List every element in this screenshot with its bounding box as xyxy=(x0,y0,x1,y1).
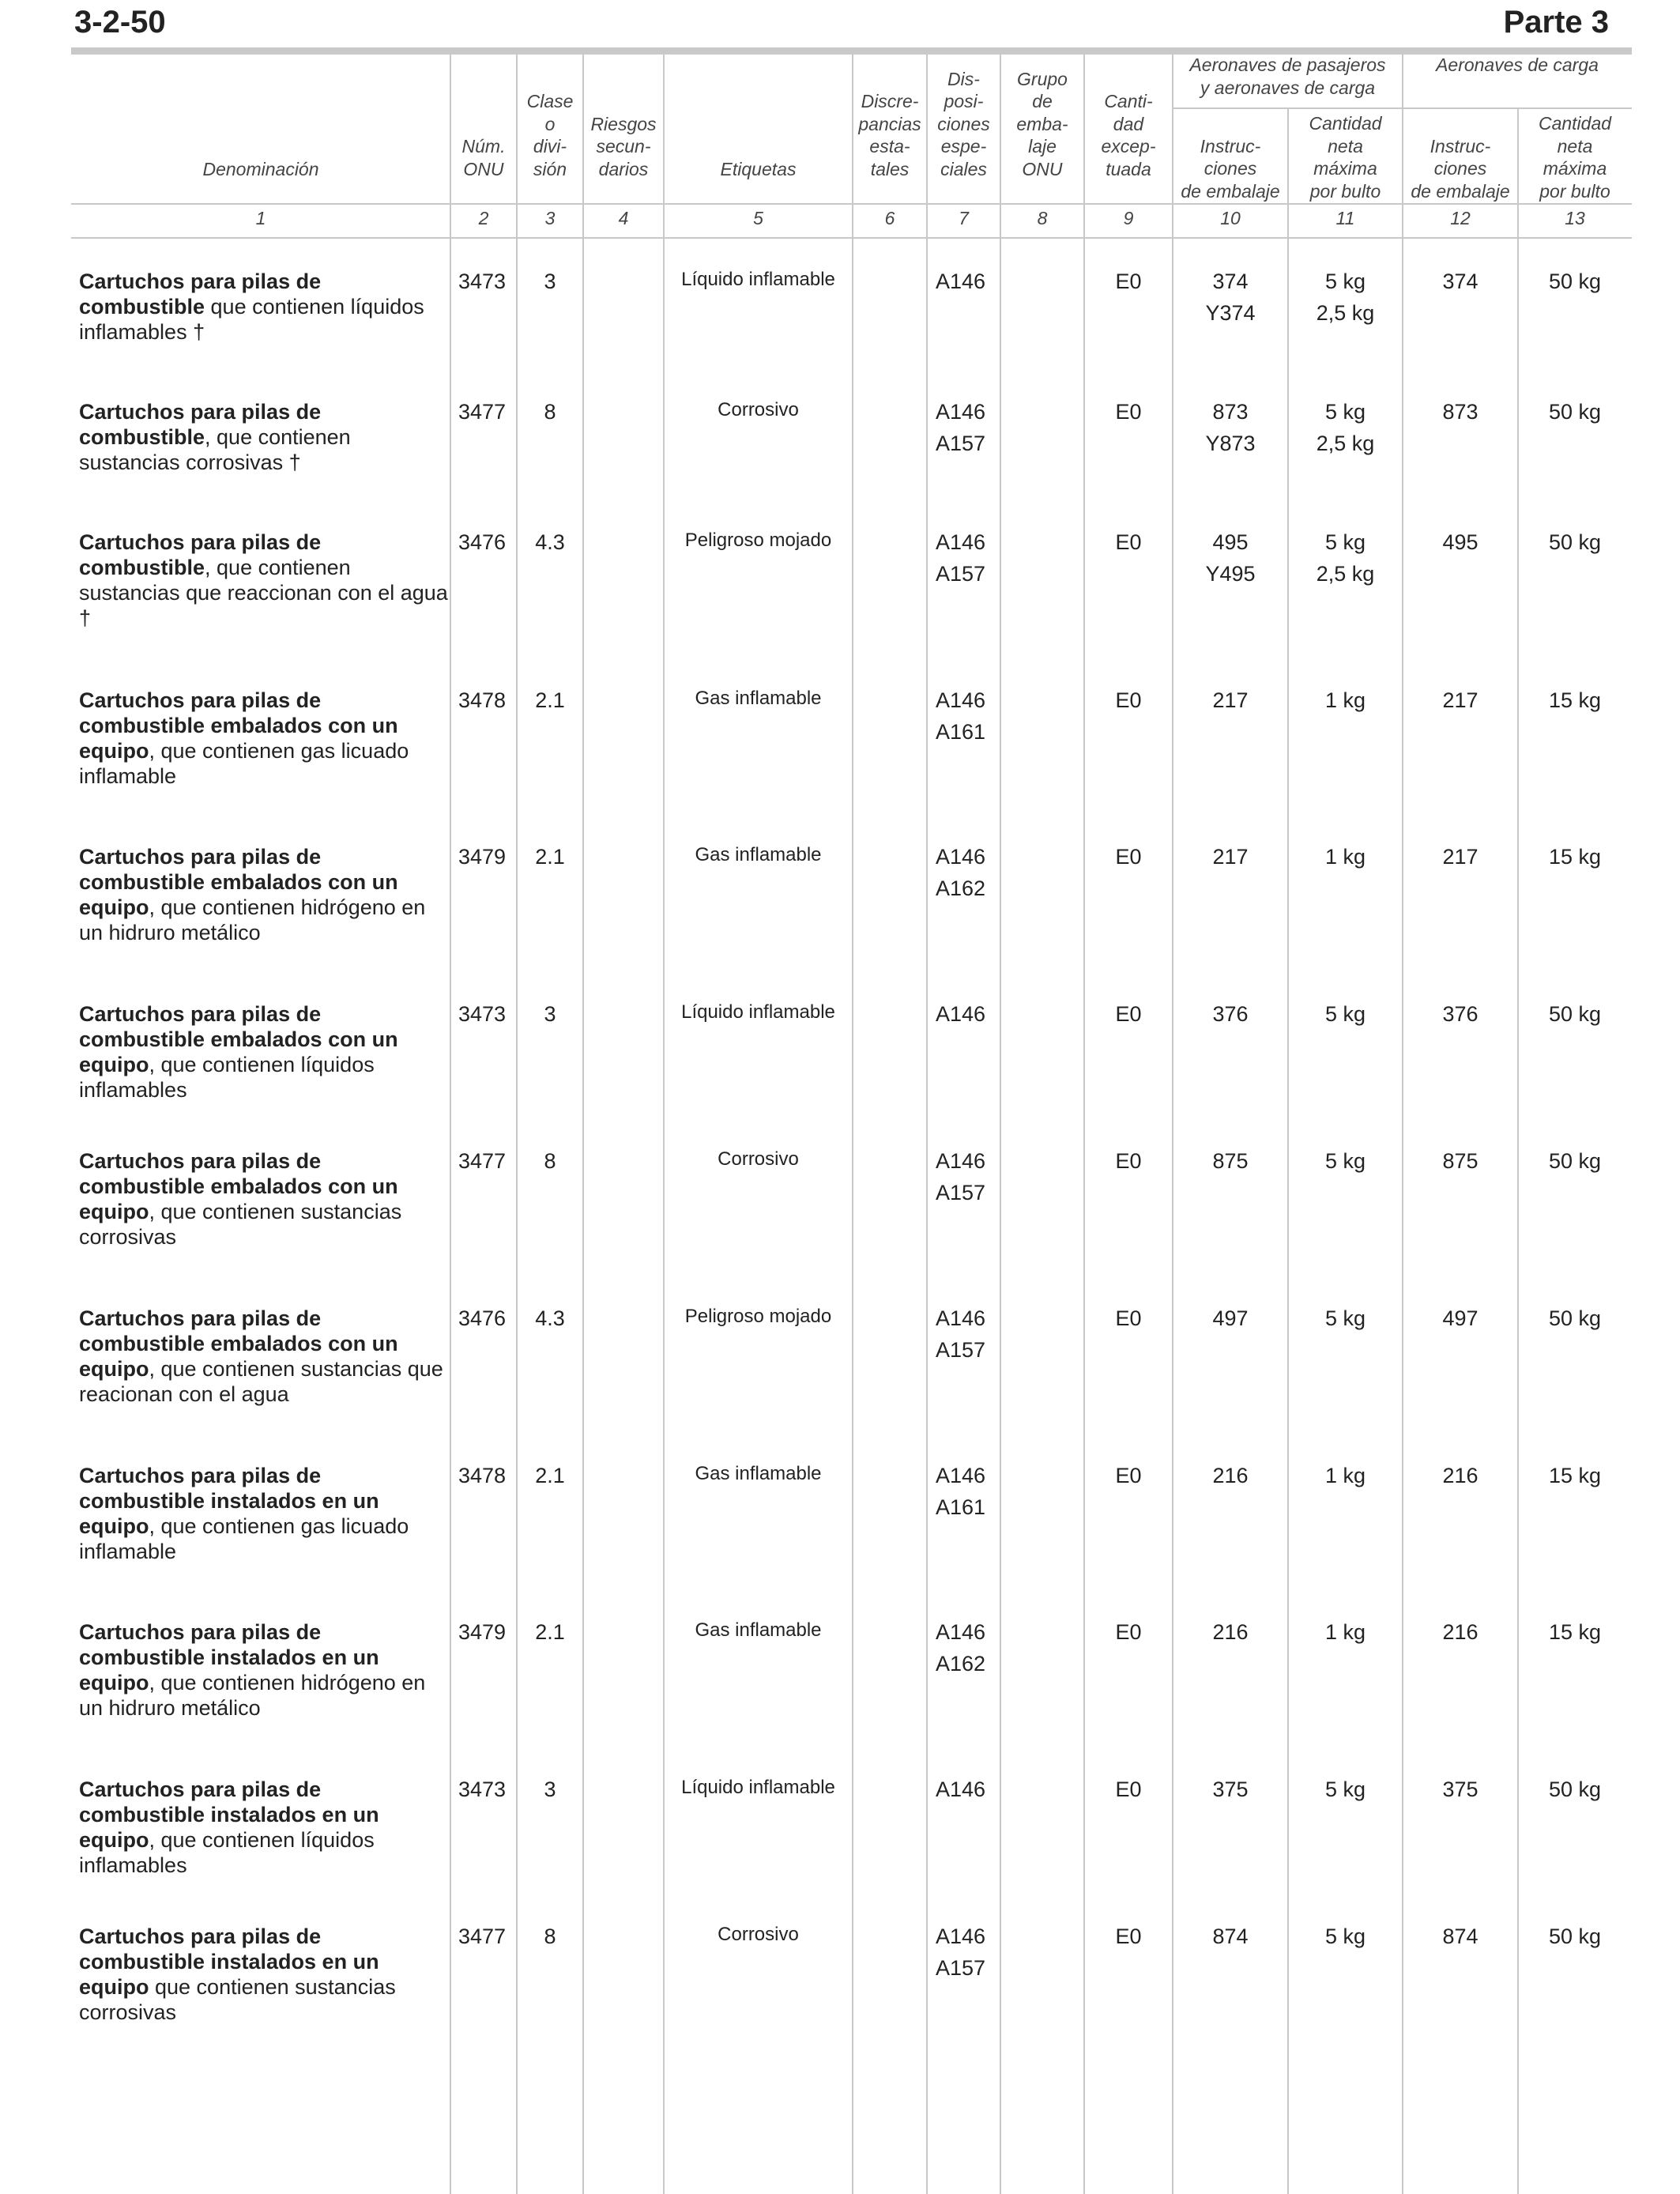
label-text: Líquido inflamable xyxy=(681,1001,835,1023)
substance-name-bold: Cartuchos para pilas de combustible instalados en un equipo xyxy=(79,1777,379,1852)
substance-name-rest: que contienen líquidos inflamables † xyxy=(79,295,424,344)
packing-instruction-cargo: 497 xyxy=(1442,1306,1478,1330)
max-quantity-passenger-item: 1 kg xyxy=(1324,845,1366,869)
substance-name xyxy=(79,1619,450,1721)
page-number: 3-2-50 xyxy=(74,5,166,40)
max-quantity-passenger xyxy=(1288,266,1403,329)
class-division: 2.1 xyxy=(535,688,565,712)
max-quantity-passenger-item: 1 kg xyxy=(1324,688,1366,712)
packing-instruction-passenger xyxy=(1173,841,1288,873)
column-number: 7 xyxy=(959,208,969,228)
label-text: Líquido inflamable xyxy=(681,269,835,290)
class-division: 2.1 xyxy=(535,1620,565,1644)
substance-name xyxy=(79,530,450,631)
max-quantity-cargo: 50 kg xyxy=(1548,1924,1602,1948)
column-divider xyxy=(926,55,928,2194)
packing-instruction-passenger-item: 376 xyxy=(1212,1002,1249,1026)
special-provisions xyxy=(936,1921,1000,1984)
packing-instruction-cargo: 217 xyxy=(1442,688,1478,712)
special-provisions xyxy=(936,1616,1000,1679)
header-line: de embalaje xyxy=(1411,180,1510,202)
special-provision-item: A146 xyxy=(936,845,986,869)
max-quantity-passenger-item: 5 kg xyxy=(1324,1924,1366,1948)
substance-name xyxy=(79,1924,450,2025)
header-line: laje xyxy=(1028,136,1057,156)
substance-name xyxy=(79,1306,450,1407)
substance-name-bold: Cartuchos para pilas de combustible embalados con un equipo xyxy=(79,688,398,763)
substance-name-rest: , que contienen gas licuado inflamable xyxy=(79,739,409,788)
max-quantity-passenger-item: 5 kg xyxy=(1324,1149,1366,1173)
packing-instruction-cargo: 375 xyxy=(1442,1777,1478,1801)
un-number: 3478 xyxy=(458,1464,507,1487)
packing-instruction-passenger-item: 374 xyxy=(1212,270,1249,293)
header-line: o xyxy=(544,113,556,134)
header-num-onu-text xyxy=(462,135,506,180)
header-etiquetas-text: Etiquetas xyxy=(720,158,797,179)
max-quantity-cargo: 50 kg xyxy=(1548,1306,1602,1330)
header-line: por bulto xyxy=(1539,180,1610,202)
special-provision-item: A146 xyxy=(936,1306,986,1330)
header-disposiciones-text xyxy=(937,68,989,181)
max-quantity-passenger-item: 1 kg xyxy=(1324,1620,1366,1644)
header-line: Riesgos xyxy=(590,113,657,134)
packing-instruction-passenger xyxy=(1173,526,1288,590)
header-line: máxima xyxy=(1543,158,1607,179)
header-line: y aeronaves de carga xyxy=(1200,77,1376,98)
header-disposiciones xyxy=(927,55,1000,180)
header-line: Canti- xyxy=(1104,91,1153,111)
header-grupo xyxy=(1000,55,1084,180)
header-line: Instruc- xyxy=(1430,135,1491,156)
excepted-quantity: E0 xyxy=(1115,530,1142,554)
header-cantidad-cargo-text xyxy=(1539,112,1611,202)
header-line: Discre- xyxy=(861,91,919,111)
packing-instruction-passenger-item: 216 xyxy=(1212,1620,1249,1644)
header-discrepancias xyxy=(853,55,927,180)
header-line: tales xyxy=(870,158,910,179)
max-quantity-passenger-item: 2,5 kg xyxy=(1316,432,1375,455)
column-divider xyxy=(582,55,584,2194)
max-quantity-cargo: 50 kg xyxy=(1548,400,1602,424)
header-riesgos-text xyxy=(590,113,656,181)
max-quantity-passenger xyxy=(1288,684,1403,716)
column-divider xyxy=(1517,55,1519,2194)
class-division: 8 xyxy=(544,1924,556,1948)
substance-name xyxy=(79,1001,450,1103)
packing-instruction-passenger-item: 875 xyxy=(1212,1149,1249,1173)
header-clase-text xyxy=(527,90,574,180)
special-provisions xyxy=(936,1460,1000,1523)
header-riesgos xyxy=(583,55,664,180)
max-quantity-cargo: 15 kg xyxy=(1548,1620,1602,1644)
special-provision-item: A146 xyxy=(936,688,986,712)
column-number: 9 xyxy=(1123,208,1134,228)
column-divider xyxy=(1000,55,1001,2194)
packing-instruction-passenger xyxy=(1173,1145,1288,1177)
packing-instruction-passenger xyxy=(1173,1616,1288,1648)
excepted-quantity: E0 xyxy=(1115,400,1142,424)
max-quantity-passenger xyxy=(1288,841,1403,873)
special-provision-item: A146 xyxy=(936,1149,986,1173)
label-text: Líquido inflamable xyxy=(681,1777,835,1798)
header-discrepancias-text xyxy=(858,90,921,180)
max-quantity-passenger xyxy=(1288,526,1403,590)
header-line: dad xyxy=(1113,113,1144,134)
header-line: tuada xyxy=(1106,158,1151,179)
un-number: 3476 xyxy=(458,1306,507,1330)
header-instrucciones-cargo xyxy=(1403,111,1518,202)
excepted-quantity: E0 xyxy=(1115,1149,1142,1173)
special-provision-item: A162 xyxy=(936,876,986,900)
max-quantity-passenger-item: 1 kg xyxy=(1324,1464,1366,1487)
special-provision-item: A157 xyxy=(936,1181,986,1204)
substance-name-bold: Cartuchos para pilas de combustible xyxy=(79,270,322,319)
substance-name-rest: , que contienen sustancias que reaccionan con el agua † xyxy=(79,556,448,630)
substance-name-rest: , que contienen sustancias corrosivas xyxy=(79,1200,402,1249)
special-provision-item: A146 xyxy=(936,530,986,554)
special-provisions xyxy=(936,396,1000,459)
substance-name-rest: , que contienen gas licuado inflamable xyxy=(79,1514,409,1563)
packing-instruction-passenger-item: 217 xyxy=(1212,688,1249,712)
substance-name xyxy=(79,269,450,345)
special-provision-item: A161 xyxy=(936,1495,986,1519)
un-number: 3478 xyxy=(458,688,507,712)
substance-name-rest: , que contienen hidrógeno en un hidruro metálico xyxy=(79,895,426,944)
header-denominacion xyxy=(71,55,450,180)
un-number: 3477 xyxy=(458,400,507,424)
max-quantity-passenger xyxy=(1288,1145,1403,1177)
packing-instruction-passenger xyxy=(1173,1460,1288,1491)
max-quantity-passenger-item: 5 kg xyxy=(1324,400,1366,424)
special-provision-item: A157 xyxy=(936,1338,986,1362)
max-quantity-passenger-item: 2,5 kg xyxy=(1316,301,1375,325)
column-number: 2 xyxy=(478,208,489,228)
substance-name xyxy=(79,1148,450,1250)
un-number: 3479 xyxy=(458,1620,507,1644)
excepted-quantity: E0 xyxy=(1115,1924,1142,1948)
label-text: Corrosivo xyxy=(718,1148,799,1170)
header-cantidad-pax xyxy=(1288,111,1403,202)
substance-name xyxy=(79,844,450,945)
column-divider xyxy=(1287,55,1289,2194)
class-division: 3 xyxy=(544,270,556,293)
packing-instruction-cargo: 374 xyxy=(1442,270,1478,293)
special-provisions xyxy=(936,998,1000,1030)
header-etiquetas xyxy=(664,55,853,180)
special-provision-item: A146 xyxy=(936,1464,986,1487)
header-line: Cantidad xyxy=(1309,113,1382,134)
header-denominacion-text: Denominación xyxy=(202,158,319,179)
class-division: 4.3 xyxy=(535,1306,565,1330)
header-cantidad-exceptuada xyxy=(1084,55,1173,180)
substance-name xyxy=(79,399,450,475)
substance-name-bold: Cartuchos para pilas de combustible embalados con un equipo xyxy=(79,845,398,919)
substance-name-rest: , que contienen sustancias corrosivas † xyxy=(79,425,351,474)
header-pasajeros-group xyxy=(1173,54,1403,101)
excepted-quantity: E0 xyxy=(1115,845,1142,869)
class-division: 2.1 xyxy=(535,845,565,869)
label-text: Gas inflamable xyxy=(695,688,822,709)
packing-instruction-passenger xyxy=(1173,396,1288,459)
column-number: 11 xyxy=(1335,208,1355,228)
header-line: excep- xyxy=(1101,136,1156,156)
packing-instruction-passenger-item: 873 xyxy=(1212,400,1249,424)
packing-instruction-passenger-item: Y374 xyxy=(1205,301,1256,325)
label-text: Peligroso mojado xyxy=(684,1306,832,1327)
header-line: Cantidad xyxy=(1538,113,1612,134)
column-divider xyxy=(663,55,665,2194)
header-line: de embalaje xyxy=(1181,180,1280,202)
packing-instruction-passenger-item: 497 xyxy=(1212,1306,1249,1330)
column-divider xyxy=(1083,55,1085,2194)
special-provision-item: A157 xyxy=(936,562,986,586)
header-line: máxima xyxy=(1313,158,1377,179)
packing-instruction-passenger xyxy=(1173,1302,1288,1334)
max-quantity-cargo: 50 kg xyxy=(1548,270,1602,293)
header-line: Grupo xyxy=(1017,68,1068,89)
packing-instruction-cargo: 874 xyxy=(1442,1924,1478,1948)
max-quantity-passenger-item: 5 kg xyxy=(1324,1306,1366,1330)
header-instrucciones-pax-text xyxy=(1181,135,1279,203)
substance-name-rest: , que contienen líquidos inflamables xyxy=(79,1053,375,1102)
packing-instruction-passenger xyxy=(1173,1774,1288,1805)
substance-name-bold: Cartuchos para pilas de combustible instalados en un equipo xyxy=(79,1464,379,1538)
class-division: 4.3 xyxy=(535,530,565,554)
substance-name-bold: Cartuchos para pilas de combustible instalados en un equipo xyxy=(79,1924,379,1999)
header-line: de xyxy=(1032,91,1053,111)
class-division: 8 xyxy=(544,400,556,424)
header-line: ciones xyxy=(937,113,990,134)
header-line: Dis- xyxy=(947,68,980,89)
max-quantity-passenger xyxy=(1288,1774,1403,1805)
special-provision-item: A157 xyxy=(936,1956,986,1980)
max-quantity-passenger-item: 5 kg xyxy=(1324,530,1366,554)
label-text: Corrosivo xyxy=(718,399,799,420)
substance-name-bold: Cartuchos para pilas de combustible xyxy=(79,400,322,449)
max-quantity-passenger xyxy=(1288,1302,1403,1334)
packing-instruction-passenger xyxy=(1173,684,1288,716)
header-bottom-rule xyxy=(71,203,1632,205)
header-cantidad-cargo xyxy=(1518,111,1632,202)
special-provision-item: A162 xyxy=(936,1652,986,1676)
header-line: Instruc- xyxy=(1200,135,1261,156)
class-division: 2.1 xyxy=(535,1464,565,1487)
special-provisions xyxy=(936,684,1000,748)
header-num-onu xyxy=(450,55,517,180)
excepted-quantity: E0 xyxy=(1115,688,1142,712)
un-number: 3477 xyxy=(458,1924,507,1948)
special-provisions xyxy=(936,841,1000,904)
max-quantity-passenger-item: 5 kg xyxy=(1324,1777,1366,1801)
un-number: 3476 xyxy=(458,530,507,554)
substance-name-rest: que contienen sustancias corrosivas xyxy=(79,1975,396,2024)
special-provisions xyxy=(936,1145,1000,1208)
excepted-quantity: E0 xyxy=(1115,1002,1142,1026)
special-provision-item: A146 xyxy=(936,270,986,293)
max-quantity-cargo: 50 kg xyxy=(1548,1002,1602,1026)
max-quantity-passenger xyxy=(1288,1460,1403,1491)
label-text: Gas inflamable xyxy=(695,1619,822,1641)
un-number: 3473 xyxy=(458,1002,507,1026)
substance-name-bold: Cartuchos para pilas de combustible xyxy=(79,530,322,579)
column-divider xyxy=(1172,55,1173,2194)
substance-name-bold: Cartuchos para pilas de combustible embalados con un equipo xyxy=(79,1306,398,1381)
packing-instruction-passenger-item: 216 xyxy=(1212,1464,1249,1487)
header-line: ciones xyxy=(1203,158,1257,179)
header-line: neta xyxy=(1328,135,1363,156)
column-divider xyxy=(852,55,853,2194)
packing-instruction-passenger-item: Y873 xyxy=(1205,432,1256,455)
packing-instruction-cargo: 217 xyxy=(1442,845,1478,869)
column-number: 12 xyxy=(1450,208,1471,228)
special-provision-item: A146 xyxy=(936,1924,986,1948)
packing-instruction-passenger-item: 217 xyxy=(1212,845,1249,869)
max-quantity-cargo: 50 kg xyxy=(1548,530,1602,554)
header-line: esta- xyxy=(869,136,910,156)
excepted-quantity: E0 xyxy=(1115,1777,1142,1801)
class-division: 8 xyxy=(544,1149,556,1173)
subheader-rule xyxy=(1403,107,1632,109)
header-instrucciones-cargo-text xyxy=(1411,135,1509,203)
packing-instruction-cargo: 495 xyxy=(1442,530,1478,554)
packing-instruction-passenger xyxy=(1173,998,1288,1030)
header-line: darios xyxy=(598,158,649,179)
max-quantity-passenger-item: 5 kg xyxy=(1324,1002,1366,1026)
header-grupo-text xyxy=(1016,68,1068,181)
class-division: 3 xyxy=(544,1777,556,1801)
header-cantidad-pax-text xyxy=(1309,112,1381,202)
label-text: Gas inflamable xyxy=(695,844,822,865)
packing-instruction-passenger-item: 495 xyxy=(1212,530,1249,554)
label-text: Corrosivo xyxy=(718,1924,799,1945)
column-number: 5 xyxy=(753,208,763,228)
special-provision-item: A146 xyxy=(936,1620,986,1644)
packing-instruction-cargo: 216 xyxy=(1442,1620,1478,1644)
packing-instruction-cargo: 875 xyxy=(1442,1149,1478,1173)
max-quantity-passenger xyxy=(1288,998,1403,1030)
header-clase xyxy=(517,55,583,180)
packing-instruction-passenger xyxy=(1173,266,1288,329)
special-provisions xyxy=(936,1774,1000,1805)
un-number: 3477 xyxy=(458,1149,507,1173)
max-quantity-passenger-item: 2,5 kg xyxy=(1316,562,1375,586)
header-line: por bulto xyxy=(1309,180,1381,202)
class-division: 3 xyxy=(544,1002,556,1026)
packing-instruction-cargo: 873 xyxy=(1442,400,1478,424)
column-number: 8 xyxy=(1037,208,1048,228)
packing-instruction-passenger xyxy=(1173,1921,1288,1952)
label-text: Peligroso mojado xyxy=(684,530,832,551)
packing-instruction-cargo: 376 xyxy=(1442,1002,1478,1026)
header-line: emba- xyxy=(1016,113,1068,134)
special-provision-item: A146 xyxy=(936,1777,986,1801)
special-provisions xyxy=(936,1302,1000,1366)
excepted-quantity: E0 xyxy=(1115,1306,1142,1330)
special-provisions xyxy=(936,526,1000,590)
max-quantity-passenger xyxy=(1288,1921,1403,1952)
column-number: 10 xyxy=(1220,208,1241,228)
header-line: secun- xyxy=(596,136,651,156)
packing-instruction-passenger-item: 375 xyxy=(1212,1777,1249,1801)
header-carga-group: Aeronaves de carga xyxy=(1436,55,1599,75)
substance-name-rest: , que contienen sustancias que reacionan con el agua xyxy=(79,1357,443,1406)
column-divider xyxy=(1402,55,1403,2194)
label-text: Gas inflamable xyxy=(695,1463,822,1484)
header-line: ONU xyxy=(1022,158,1063,179)
max-quantity-cargo: 15 kg xyxy=(1548,845,1602,869)
header-line: Núm. xyxy=(461,136,506,156)
column-number: 3 xyxy=(544,208,556,228)
header-line: ciales xyxy=(940,158,987,179)
packing-instruction-passenger-item: 874 xyxy=(1212,1924,1249,1948)
max-quantity-cargo: 50 kg xyxy=(1548,1149,1602,1173)
header-line: ciones xyxy=(1433,158,1487,179)
special-provision-item: A157 xyxy=(936,432,986,455)
substance-name-rest: , que contienen líquidos inflamables xyxy=(79,1828,375,1877)
substance-name-rest: , que contienen hidrógeno en un hidruro metálico xyxy=(79,1671,426,1720)
substance-name xyxy=(79,688,450,789)
header-line: neta xyxy=(1557,135,1593,156)
column-number-rule xyxy=(71,237,1632,239)
substance-name-bold: Cartuchos para pilas de combustible embalados con un equipo xyxy=(79,1149,398,1223)
column-divider xyxy=(516,55,518,2194)
packing-instruction-cargo: 216 xyxy=(1442,1464,1478,1487)
substance-name-bold: Cartuchos para pilas de combustible instalados en un equipo xyxy=(79,1620,379,1695)
header-line: sión xyxy=(533,158,567,179)
max-quantity-cargo: 15 kg xyxy=(1548,688,1602,712)
un-number: 3473 xyxy=(458,1777,507,1801)
max-quantity-cargo: 50 kg xyxy=(1548,1777,1602,1801)
special-provision-item: A146 xyxy=(936,1002,986,1026)
special-provisions xyxy=(936,266,1000,297)
un-number: 3473 xyxy=(458,270,507,293)
max-quantity-passenger xyxy=(1288,396,1403,459)
header-instrucciones-pax xyxy=(1173,111,1288,202)
part-title: Parte 3 xyxy=(1503,5,1609,40)
column-number: 6 xyxy=(884,208,895,228)
excepted-quantity: E0 xyxy=(1115,1464,1142,1487)
un-number: 3479 xyxy=(458,845,507,869)
header-line: Clase xyxy=(526,91,574,111)
substance-name xyxy=(79,1463,450,1564)
excepted-quantity: E0 xyxy=(1115,1620,1142,1644)
header-line: divi- xyxy=(533,136,567,156)
special-provision-item: A146 xyxy=(936,400,986,424)
column-number: 1 xyxy=(255,208,266,228)
special-provision-item: A161 xyxy=(936,720,986,744)
header-line: espe- xyxy=(940,136,987,156)
header-line: ONU xyxy=(463,158,504,179)
header-line: posi- xyxy=(944,91,984,111)
header-line: pancias xyxy=(858,113,921,134)
header-cantidad-exceptuada-text xyxy=(1101,90,1155,180)
max-quantity-passenger xyxy=(1288,1616,1403,1648)
packing-instruction-passenger-item: Y495 xyxy=(1205,562,1256,586)
substance-name xyxy=(79,1777,450,1878)
excepted-quantity: E0 xyxy=(1115,270,1142,293)
max-quantity-passenger-item: 5 kg xyxy=(1324,270,1366,293)
substance-name-bold: Cartuchos para pilas de combustible embalados con un equipo xyxy=(79,1002,398,1076)
column-number: 13 xyxy=(1565,208,1585,228)
max-quantity-cargo: 15 kg xyxy=(1548,1464,1602,1487)
column-number: 4 xyxy=(618,208,629,228)
header-line: Aeronaves de pasajeros xyxy=(1189,55,1386,75)
